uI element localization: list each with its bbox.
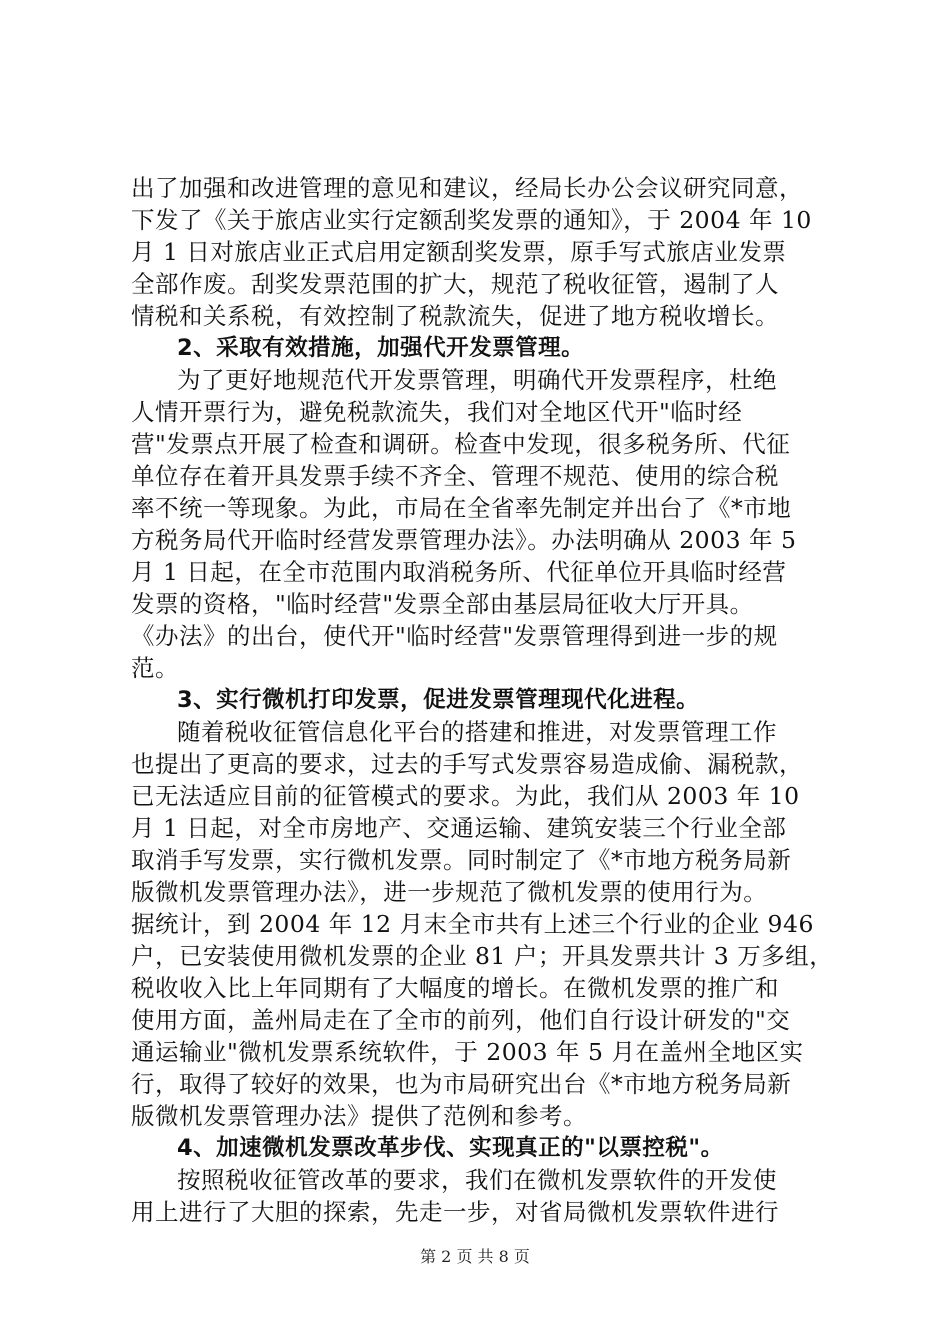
text-line: 营"发票点开展了检查和调研。检查中发现，很多税务所、代征 xyxy=(131,430,791,458)
text-line: 范。 xyxy=(131,654,179,682)
text-line: 取消手写发票，实行微机发票。同时制定了《*市地方税务局新 xyxy=(131,846,792,874)
text-line: 月 1 日对旅店业正式启用定额刮奖发票，原手写式旅店业发票 xyxy=(131,238,787,266)
text-line: 下发了《关于旅店业实行定额刮奖发票的通知》，于 2004 年 10 xyxy=(131,206,812,234)
text-line: 发票的资格，"临时经营"发票全部由基层局征收大厅开具。 xyxy=(131,590,754,618)
text-line: 月 1 日起，对全市房地产、交通运输、建筑安装三个行业全部 xyxy=(131,814,787,842)
section-heading: 3、实行微机打印发票，促进发票管理现代化进程。 xyxy=(177,687,700,713)
text-line: 月 1 日起，在全市范围内取消税务所、代征单位开具临时经营 xyxy=(131,558,787,586)
text-line: 户，已安装使用微机发票的企业 81 户；开具发票共计 3 万多组， xyxy=(131,942,834,970)
text-line: 税收收入比上年同期有了大幅度的增长。在微机发票的推广和 xyxy=(131,974,779,1002)
text-line: 据统计，到 2004 年 12 月末全市共有上述三个行业的企业 946 xyxy=(131,910,814,938)
page-footer: 第 2 页 共 8 页 xyxy=(420,1247,530,1266)
text-line: 全部作废。刮奖发票范围的扩大，规范了税收征管，遏制了人 xyxy=(131,270,779,298)
section-heading: 4、加速微机发票改革步伐、实现真正的"以票控税"。 xyxy=(177,1135,724,1161)
text-line: 通运输业"微机发票系统软件，于 2003 年 5 月在盖州全地区实 xyxy=(131,1038,804,1066)
paragraph-first-line: 随着税收征管信息化平台的搭建和推进，对发票管理工作 xyxy=(177,718,777,746)
text-line: 人情开票行为，避免税款流失，我们对全地区代开"临时经 xyxy=(131,398,743,426)
paragraph-first-line: 为了更好地规范代开发票管理，明确代开发票程序，杜绝 xyxy=(177,366,777,394)
document-body xyxy=(131,172,834,1228)
section-heading: 2、采取有效措施，加强代开发票管理。 xyxy=(177,335,585,361)
text-line: 用上进行了大胆的探索，先走一步，对省局微机发票软件进行 xyxy=(131,1198,779,1226)
text-line: 已无法适应目前的征管模式的要求。为此，我们从 2003 年 10 xyxy=(131,782,800,810)
text-line: 版微机发票管理办法》，进一步规范了微机发票的使用行为。 xyxy=(131,878,768,906)
text-line: 也提出了更高的要求，过去的手写式发票容易造成偷、漏税款， xyxy=(131,750,803,778)
paragraph-first-line: 按照税收征管改革的要求，我们在微机发票软件的开发使 xyxy=(177,1166,777,1194)
text-line: 方税务局代开临时经营发票管理办法》。办法明确从 2003 年 5 xyxy=(131,526,797,554)
text-line: 情税和关系税，有效控制了税款流失，促进了地方税收增长。 xyxy=(131,302,779,330)
text-line: 《办法》的出台，使代开"临时经营"发票管理得到进一步的规 xyxy=(131,622,778,650)
text-line: 出了加强和改进管理的意见和建议，经局长办公会议研究同意， xyxy=(131,174,803,202)
text-line: 使用方面，盖州局走在了全市的前列，他们自行设计研发的"交 xyxy=(131,1006,791,1034)
text-line: 单位存在着开具发票手续不齐全、管理不规范、使用的综合税 xyxy=(131,462,779,490)
text-line: 版微机发票管理办法》提供了范例和参考。 xyxy=(131,1102,587,1130)
text-line: 行，取得了较好的效果，也为市局研究出台《*市地方税务局新 xyxy=(131,1070,792,1098)
text-line: 率不统一等现象。为此，市局在全省率先制定并出台了《*市地 xyxy=(131,494,792,522)
